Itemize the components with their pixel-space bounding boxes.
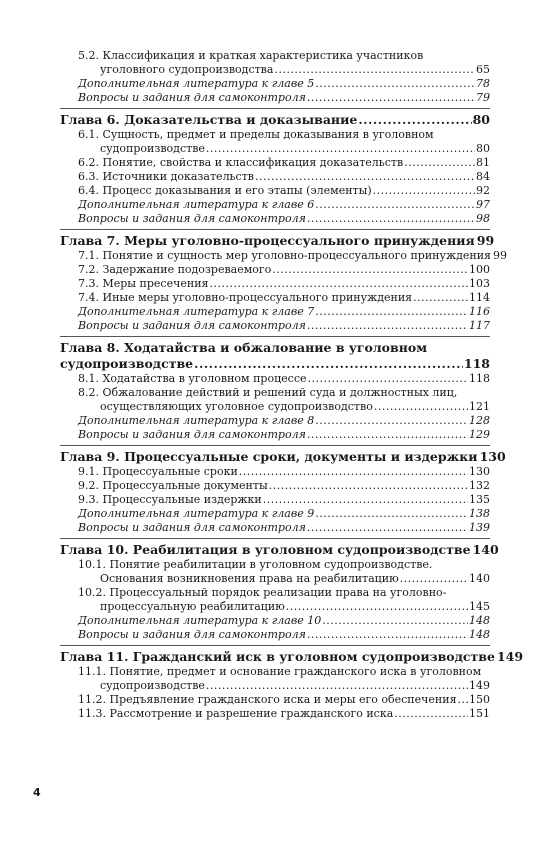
- toc-entry-title: судопроизводстве: [100, 679, 205, 692]
- dot-leader: [315, 198, 475, 212]
- chapter-title[interactable]: [60, 542, 499, 558]
- dot-leader: [210, 277, 469, 291]
- toc-entry-title: Глава 9. Процессуальные сроки, документы и издержки: [60, 449, 478, 464]
- toc-entry-continuation[interactable]: [60, 400, 490, 414]
- dot-leader: [307, 428, 468, 442]
- toc-entry[interactable]: [60, 291, 490, 305]
- toc-entry-page: 84: [476, 170, 490, 183]
- chapter-title[interactable]: [60, 233, 495, 249]
- dot-leader: [315, 77, 475, 91]
- chapter-divider: [60, 538, 490, 539]
- toc-entry[interactable]: [60, 558, 490, 586]
- toc-entry[interactable]: [60, 170, 490, 184]
- toc-entry[interactable]: [60, 156, 490, 170]
- toc-entry[interactable]: [60, 586, 490, 614]
- toc-entry-page: 149: [469, 679, 490, 692]
- toc-entry-page: 151: [469, 707, 490, 720]
- dot-leader: [194, 356, 463, 372]
- toc-entry-title: Дополнительная литература к главе 6: [78, 198, 315, 211]
- toc-entry-page: 139: [469, 521, 490, 534]
- toc-entry-page: 118: [463, 356, 490, 371]
- chapter-divider: [60, 229, 490, 230]
- toc-chapter: [60, 233, 507, 333]
- toc-entry[interactable]: [60, 184, 490, 198]
- dot-leader: [374, 400, 468, 414]
- toc-entry-title: 7.1. Понятие и сущность мер уголовно-процессуального принуждения: [78, 249, 491, 262]
- toc-supplement-entry[interactable]: [60, 628, 490, 642]
- toc-entry-title: Глава 6. Доказательства и доказывание: [60, 112, 358, 127]
- dot-leader: [286, 600, 468, 614]
- dot-leader: [373, 184, 475, 198]
- toc-entry-continuation[interactable]: [60, 600, 490, 614]
- toc-chapter: [60, 340, 490, 442]
- toc-entry-title: Вопросы и задания для самоконтроля: [78, 628, 306, 641]
- toc-entry[interactable]: [60, 128, 490, 156]
- dot-leader: [394, 707, 468, 721]
- toc-entry-page: 121: [469, 400, 490, 413]
- dot-leader: [206, 679, 468, 693]
- dot-leader: [315, 305, 468, 319]
- toc-entry[interactable]: [60, 707, 490, 721]
- toc-entry-title: 9.1. Процессуальные сроки: [78, 465, 238, 478]
- toc-entry-title: 11.3. Рассмотрение и разрешение гражданского иска: [78, 707, 394, 720]
- toc-entry-title: Дополнительная литература к главе 9: [78, 507, 315, 520]
- dot-leader: [269, 479, 468, 493]
- toc-entry-title: процессуальную реабилитацию: [100, 600, 285, 613]
- toc-entry-title: Дополнительная литература к главе 8: [78, 414, 315, 427]
- toc-entry[interactable]: [60, 493, 490, 507]
- toc-entry-page: 128: [469, 414, 490, 427]
- toc-supplement-entry[interactable]: [60, 428, 490, 442]
- toc-supplement-entry[interactable]: [60, 198, 490, 212]
- chapter-divider: [60, 108, 490, 109]
- toc-supplement-entry[interactable]: [60, 305, 490, 319]
- toc-entry-title: 11.2. Предъявление гражданского иска и меры его обеспечения: [78, 693, 457, 706]
- toc-entry-page: 129: [469, 428, 490, 441]
- toc-entry-page: 138: [469, 507, 490, 520]
- toc-entry-page: 79: [476, 91, 490, 104]
- toc-entry[interactable]: [60, 277, 490, 291]
- toc-entry-page: 116: [469, 305, 490, 318]
- chapter-title[interactable]: [60, 449, 506, 465]
- toc-entry-title: Вопросы и задания для самоконтроля: [78, 91, 306, 104]
- toc-chapter: [60, 112, 490, 226]
- chapter-title[interactable]: [60, 112, 490, 128]
- toc-entry-title: 7.2. Задержание подозреваемого: [78, 263, 272, 276]
- toc-supplement-entry[interactable]: [60, 212, 490, 226]
- chapter-title[interactable]: [60, 356, 490, 372]
- toc-entry-page: 98: [476, 212, 490, 225]
- toc-entry-title: 8.1. Ходатайства в уголовном процессе: [78, 372, 307, 385]
- toc-entry-page: 148: [469, 628, 490, 641]
- toc-entry-page: 145: [469, 600, 490, 613]
- toc-supplement-entry[interactable]: [60, 77, 490, 91]
- chapter-divider: [60, 645, 490, 646]
- toc-entry-continuation[interactable]: [60, 572, 490, 586]
- dot-leader: [400, 572, 468, 586]
- toc-entry-continuation[interactable]: [60, 142, 490, 156]
- toc-entry-title-line1: 11.1. Понятие, предмет и основание гражданского иска в уголовном: [78, 665, 482, 678]
- toc-entry-continuation[interactable]: [60, 63, 490, 77]
- toc-entry-title-line1: 5.2. Классификация и краткая характеристика участников: [78, 49, 424, 62]
- toc-chapter: [60, 649, 524, 721]
- toc-entry-title: Вопросы и задания для самоконтроля: [78, 319, 306, 332]
- toc-entry[interactable]: [60, 249, 507, 263]
- toc-entry-page: 100: [469, 263, 490, 276]
- dot-leader: [206, 142, 475, 156]
- toc-chapter: [60, 449, 506, 535]
- toc-entry-title: 9.2. Процессуальные документы: [78, 479, 268, 492]
- toc-supplement-entry[interactable]: [60, 414, 490, 428]
- toc-entry-page: 150: [469, 693, 490, 706]
- dot-leader: [307, 319, 468, 333]
- toc-entry-page: 118: [469, 372, 490, 385]
- toc-supplement-entry[interactable]: [60, 521, 490, 535]
- toc-entry-title: Вопросы и задания для самоконтроля: [78, 212, 306, 225]
- toc-entry-title: 6.4. Процесс доказывания и его этапы (элементы): [78, 184, 372, 197]
- toc-entry-title: судопроизводстве: [60, 356, 194, 371]
- toc-entry-page: 97: [476, 198, 490, 211]
- dot-leader: [255, 170, 475, 184]
- toc-entry-title: Дополнительная литература к главе 7: [78, 305, 315, 318]
- dot-leader: [458, 693, 468, 707]
- toc-entry-page: 92: [476, 184, 490, 197]
- toc-entry-title: Дополнительная литература к главе 10: [78, 614, 322, 627]
- toc-entry-title: 6.3. Источники доказательств: [78, 170, 254, 183]
- toc-intro: [60, 49, 490, 105]
- toc-entry-continuation[interactable]: [60, 679, 490, 693]
- toc-entry-page: 140: [469, 572, 490, 585]
- toc-entry-title: Вопросы и задания для самоконтроля: [78, 428, 306, 441]
- toc-entry-page: 130: [469, 465, 490, 478]
- toc-entry[interactable]: [60, 263, 490, 277]
- toc-entry[interactable]: [60, 49, 490, 77]
- toc-supplement-entry[interactable]: [60, 91, 490, 105]
- toc-entry-title: Основания возникновения права на реабилитацию: [100, 572, 399, 585]
- toc-entry-page: 65: [476, 63, 490, 76]
- toc-supplement-entry[interactable]: [60, 507, 490, 521]
- toc-entry-title: Глава 7. Меры уголовно-процессуального принуждения: [60, 233, 475, 248]
- table-of-contents: [60, 49, 524, 721]
- dot-leader: [239, 465, 468, 479]
- toc-entry-page: 135: [469, 493, 490, 506]
- toc-chapter: [60, 542, 499, 642]
- toc-entry-title: уголовного судопроизводства: [100, 63, 274, 76]
- toc-entry-page: 99: [492, 249, 507, 262]
- toc-entry-page: 148: [469, 614, 490, 627]
- toc-entry-page: 99: [476, 233, 495, 248]
- chapter-divider: [60, 336, 490, 337]
- toc-supplement-entry[interactable]: [60, 319, 490, 333]
- toc-entry[interactable]: [60, 372, 490, 386]
- toc-entry-title: Вопросы и задания для самоконтроля: [78, 521, 306, 534]
- toc-entry-page: 80: [472, 112, 490, 127]
- toc-entry-page: 114: [469, 291, 490, 304]
- toc-entry-title-line1: 10.2. Процессуальный порядок реализации права на уголовно-: [78, 586, 447, 599]
- toc-entry-page: 132: [469, 479, 490, 492]
- toc-entry-title-line1: 6.1. Сущность, предмет и пределы доказывания в уголовном: [78, 128, 434, 141]
- toc-entry[interactable]: [60, 693, 490, 707]
- toc-entry-title: судопроизводстве: [100, 142, 205, 155]
- dot-leader: [307, 628, 468, 642]
- toc-entry-page: 103: [469, 277, 490, 290]
- chapter-title[interactable]: [60, 649, 524, 665]
- toc-entry-page: 78: [476, 77, 490, 90]
- dot-leader: [322, 614, 468, 628]
- toc-supplement-entry[interactable]: [60, 614, 490, 628]
- dot-leader: [404, 156, 475, 170]
- toc-entry-page: 80: [476, 142, 490, 155]
- dot-leader: [263, 493, 468, 507]
- dot-leader: [358, 112, 471, 128]
- toc-entry-page: 117: [469, 319, 490, 332]
- toc-entry-title: осуществляющих уголовное судопроизводство: [100, 400, 373, 413]
- toc-entry-title: Глава 11. Гражданский иск в уголовном судопроизводстве: [60, 649, 495, 664]
- toc-entry-title: Глава 10. Реабилитация в уголовном судопроизводстве: [60, 542, 471, 557]
- dot-leader: [315, 414, 468, 428]
- toc-entry[interactable]: [60, 386, 490, 414]
- dot-leader: [274, 63, 475, 77]
- toc-entry-page: 81: [476, 156, 490, 169]
- dot-leader: [272, 263, 468, 277]
- dot-leader: [307, 521, 468, 535]
- toc-entry-title: Дополнительная литература к главе 5: [78, 77, 315, 90]
- dot-leader: [315, 507, 468, 521]
- dot-leader: [308, 372, 468, 386]
- toc-entry-page: 140: [472, 542, 499, 557]
- toc-entry-title: 9.3. Процессуальные издержки: [78, 493, 262, 506]
- chapter-title-line1: Глава 8. Ходатайства и обжалование в уголовном: [60, 340, 428, 355]
- toc-entry-title-line1: 8.2. Обжалование действий и решений суда и должностных лиц,: [78, 386, 458, 399]
- dot-leader: [307, 212, 475, 226]
- toc-entry[interactable]: [60, 665, 490, 693]
- toc-entry-page: 149: [496, 649, 524, 664]
- toc-entry[interactable]: [60, 465, 490, 479]
- chapter-divider: [60, 445, 490, 446]
- toc-entry-page: 130: [479, 449, 506, 464]
- dot-leader: [413, 291, 468, 305]
- toc-entry-title: 7.3. Меры пресечения: [78, 277, 209, 290]
- toc-entry-title: 6.2. Понятие, свойства и классификация доказательств: [78, 156, 404, 169]
- dot-leader: [307, 91, 475, 105]
- page-number: 4: [33, 786, 41, 799]
- toc-entry-title: 7.4. Иные меры уголовно-процессуального принуждения: [78, 291, 413, 304]
- toc-entry-title-line1: 10.1. Понятие реабилитации в уголовном судопроизводстве.: [78, 558, 433, 571]
- toc-entry[interactable]: [60, 479, 490, 493]
